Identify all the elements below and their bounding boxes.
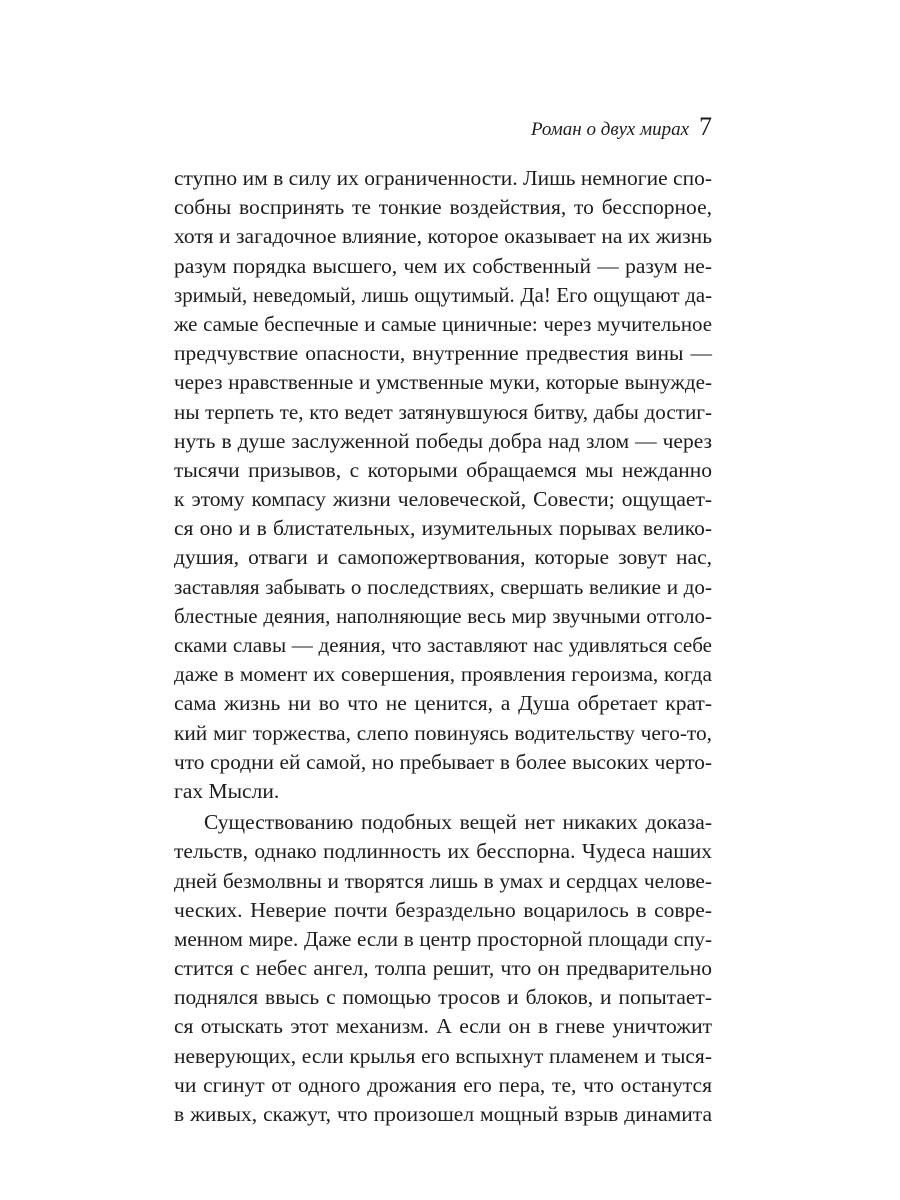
text-line: кий миг торжества, слепо повинуясь водительству чего-то,	[174, 720, 712, 745]
text-line: менном мире. Даже если в центр просторной площади спу-	[174, 926, 712, 951]
text-line: ступно им в силу их ограниченности. Лишь немногие спо-	[174, 166, 712, 190]
paragraph	[174, 164, 712, 806]
text-line: душия, отваги и самопожертвования, которые зовут нас,	[174, 545, 712, 570]
text-line: чи сгинут от одного дрожания его пера, те, что останутся	[174, 1072, 712, 1097]
text-line: разум порядка высшего, чем их собственный — разум не-	[174, 253, 712, 278]
text-line: нуть в душе заслуженной победы добра над злом — через	[174, 428, 712, 453]
running-head	[500, 112, 712, 142]
text-line: сками славы — деяния, что заставляют нас удивляться себе	[174, 633, 712, 657]
text-line: тысячи призывов, с которыми обращаемся мы нежданно	[174, 457, 712, 482]
running-title: Роман о двух мирах	[530, 119, 689, 140]
text-line: поднялся ввысь с помощью тросов и блоков, и попытает-	[174, 985, 712, 1010]
text-line: хотя и загадочное влияние, которое оказывает на их жизнь	[174, 224, 712, 249]
text-line: неверующих, если крылья его вспыхнут пламенем и тыся-	[174, 1043, 712, 1068]
text-line: зримый, неведомый, лишь ощутимый. Да! Его ощущают да-	[174, 282, 712, 307]
text-line: Существованию подобных вещей нет никаких доказа-	[204, 810, 712, 835]
page-number: 7	[699, 112, 712, 141]
text-line: сама жизнь ни во что не ценится, а Душа обретает крат-	[174, 691, 712, 716]
text-line: ны терпеть те, кто ведет затянувшуюся битву, дабы достиг-	[174, 399, 712, 424]
paragraph	[174, 808, 712, 1129]
text-line: предчувствие опасности, внутренние предвестия вины —	[174, 341, 712, 366]
text-line: ся оно и в блистательных, изумительных порывах велико-	[174, 516, 712, 541]
text-line: стится с небес ангел, толпа решит, что он предварительно	[174, 956, 712, 981]
text-line: дней безмолвны и творятся лишь в умах и сердцах челове-	[174, 868, 712, 893]
text-line: собны воспринять те тонкие воздействия, то бесспорное,	[174, 195, 712, 220]
text-line: тельств, однако подлинность их бесспорна. Чудеса наших	[174, 839, 712, 864]
text-line: же самые беспечные и самые циничные: через мучительное	[174, 311, 712, 336]
text-line: в живых, скажут, что произошел мощный взрыв динамита	[174, 1102, 712, 1126]
text-line: блестные деяния, наполняющие весь мир звучными отголо-	[174, 603, 712, 628]
text-line: через нравственные и умственные муки, которые вынужде-	[174, 370, 712, 395]
text-line: заставляя забывать о последствиях, свершать великие и до-	[174, 574, 712, 599]
text-line: ческих. Неверие почти безраздельно воцарилось в совре-	[174, 897, 712, 922]
text-line: что сродни ей самой, но пребывает в более высоких черто-	[174, 749, 712, 774]
text-line: гах Мысли.	[174, 778, 280, 803]
text-line: к этому компасу жизни человеческой, Совести; ощущает-	[174, 487, 712, 512]
body-text	[174, 164, 712, 1129]
text-line: ся отыскать этот механизм. А если он в гневе уничтожит	[174, 1014, 712, 1039]
text-line: даже в момент их совершения, проявления героизма, когда	[174, 662, 712, 687]
